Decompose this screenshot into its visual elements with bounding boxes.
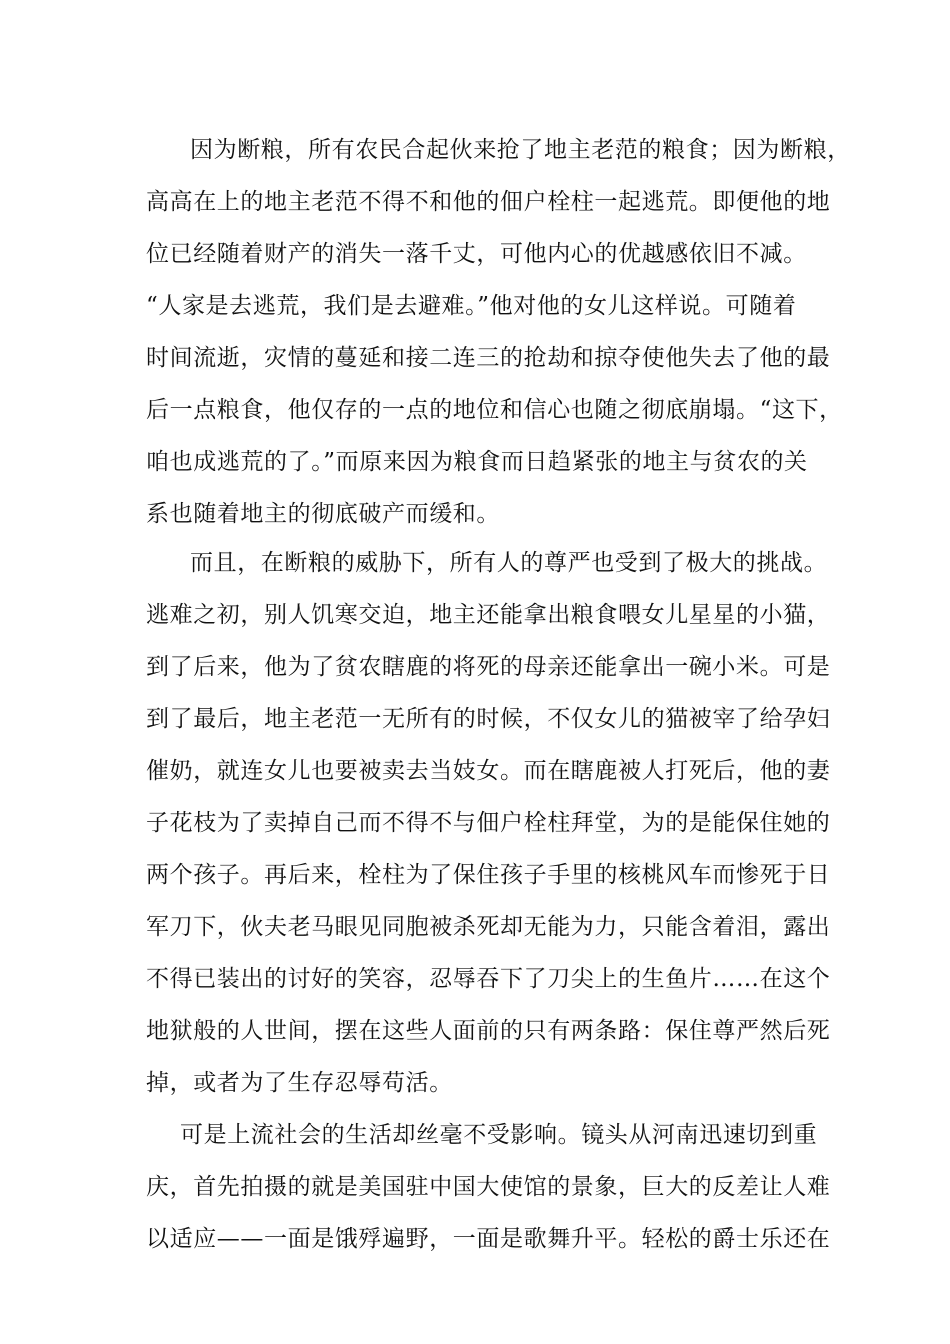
- paragraph-1-line-6: 后一点粮食，他仅存的一点的地位和信心也随之彻底崩塌。“这下，: [146, 397, 843, 423]
- paragraph-2-line-8: 军刀下，伙夫老马眼见同胞被杀死却无能为力，只能含着泪，露出: [146, 914, 831, 940]
- paragraph-1-line-1: 因为断粮，所有农民合起伙来抢了地主老范的粮食；因为断粮，: [190, 137, 851, 163]
- paragraph-1-line-2: 高高在上的地主老范不得不和他的佃户栓柱一起逃荒。即便他的地: [146, 189, 831, 215]
- paragraph-3-line-3: 以适应——一面是饿殍遍野，一面是歌舞升平。轻松的爵士乐还在: [146, 1226, 831, 1252]
- paragraph-2-line-5: 催奶，就连女儿也要被卖去当妓女。而在瞎鹿被人打死后，他的妻: [146, 758, 831, 784]
- paragraph-2-line-9: 不得已装出的讨好的笑容，忍辱吞下了刀尖上的生鱼片……在这个: [146, 966, 831, 992]
- paragraph-1-line-7: 咱也成逃荒的了。”而原来因为粮食而日趋紧张的地主与贫农的关: [146, 449, 808, 475]
- paragraph-3-line-2: 庆，首先拍摄的就是美国驻中国大使馆的景象，巨大的反差让人难: [146, 1174, 831, 1200]
- paragraph-2-line-3: 到了后来，他为了贫农瞎鹿的将死的母亲还能拿出一碗小米。可是: [146, 654, 831, 680]
- paragraph-2-line-7: 两个孩子。再后来，栓柱为了保住孩子手里的核桃风车而惨死于日: [146, 862, 831, 888]
- paragraph-2-line-2: 逃难之初，别人饥寒交迫，地主还能拿出粮食喂女儿星星的小猫，: [146, 602, 831, 628]
- paragraph-1-line-4: “人家是去逃荒，我们是去避难。”他对他的女儿这样说。可随着: [146, 293, 797, 319]
- paragraph-2-line-11: 掉，或者为了生存忍辱苟活。: [146, 1070, 453, 1096]
- paragraph-2-line-1: 而且，在断粮的威胁下，所有人的尊严也受到了极大的挑战。: [190, 550, 828, 576]
- paragraph-2-line-6: 子花枝为了卖掉自己而不得不与佃户栓柱拜堂，为的是能保住她的: [146, 810, 831, 836]
- paragraph-3-line-1: 可是上流社会的生活却丝毫不受影响。镜头从河南迅速切到重: [180, 1122, 818, 1148]
- paragraph-1-line-5: 时间流逝，灾情的蔓延和接二连三的抢劫和掠夺使他失去了他的最: [146, 345, 831, 371]
- paragraph-1-line-3: 位已经随着财产的消失一落千丈，可他内心的优越感依旧不减。: [146, 241, 807, 267]
- paragraph-2-line-10: 地狱般的人世间，摆在这些人面前的只有两条路：保住尊严然后死: [146, 1018, 831, 1044]
- paragraph-1-line-8: 系也随着地主的彻底破产而缓和。: [146, 501, 500, 527]
- paragraph-2-line-4: 到了最后，地主老范一无所有的时候，不仅女儿的猫被宰了给孕妇: [146, 706, 831, 732]
